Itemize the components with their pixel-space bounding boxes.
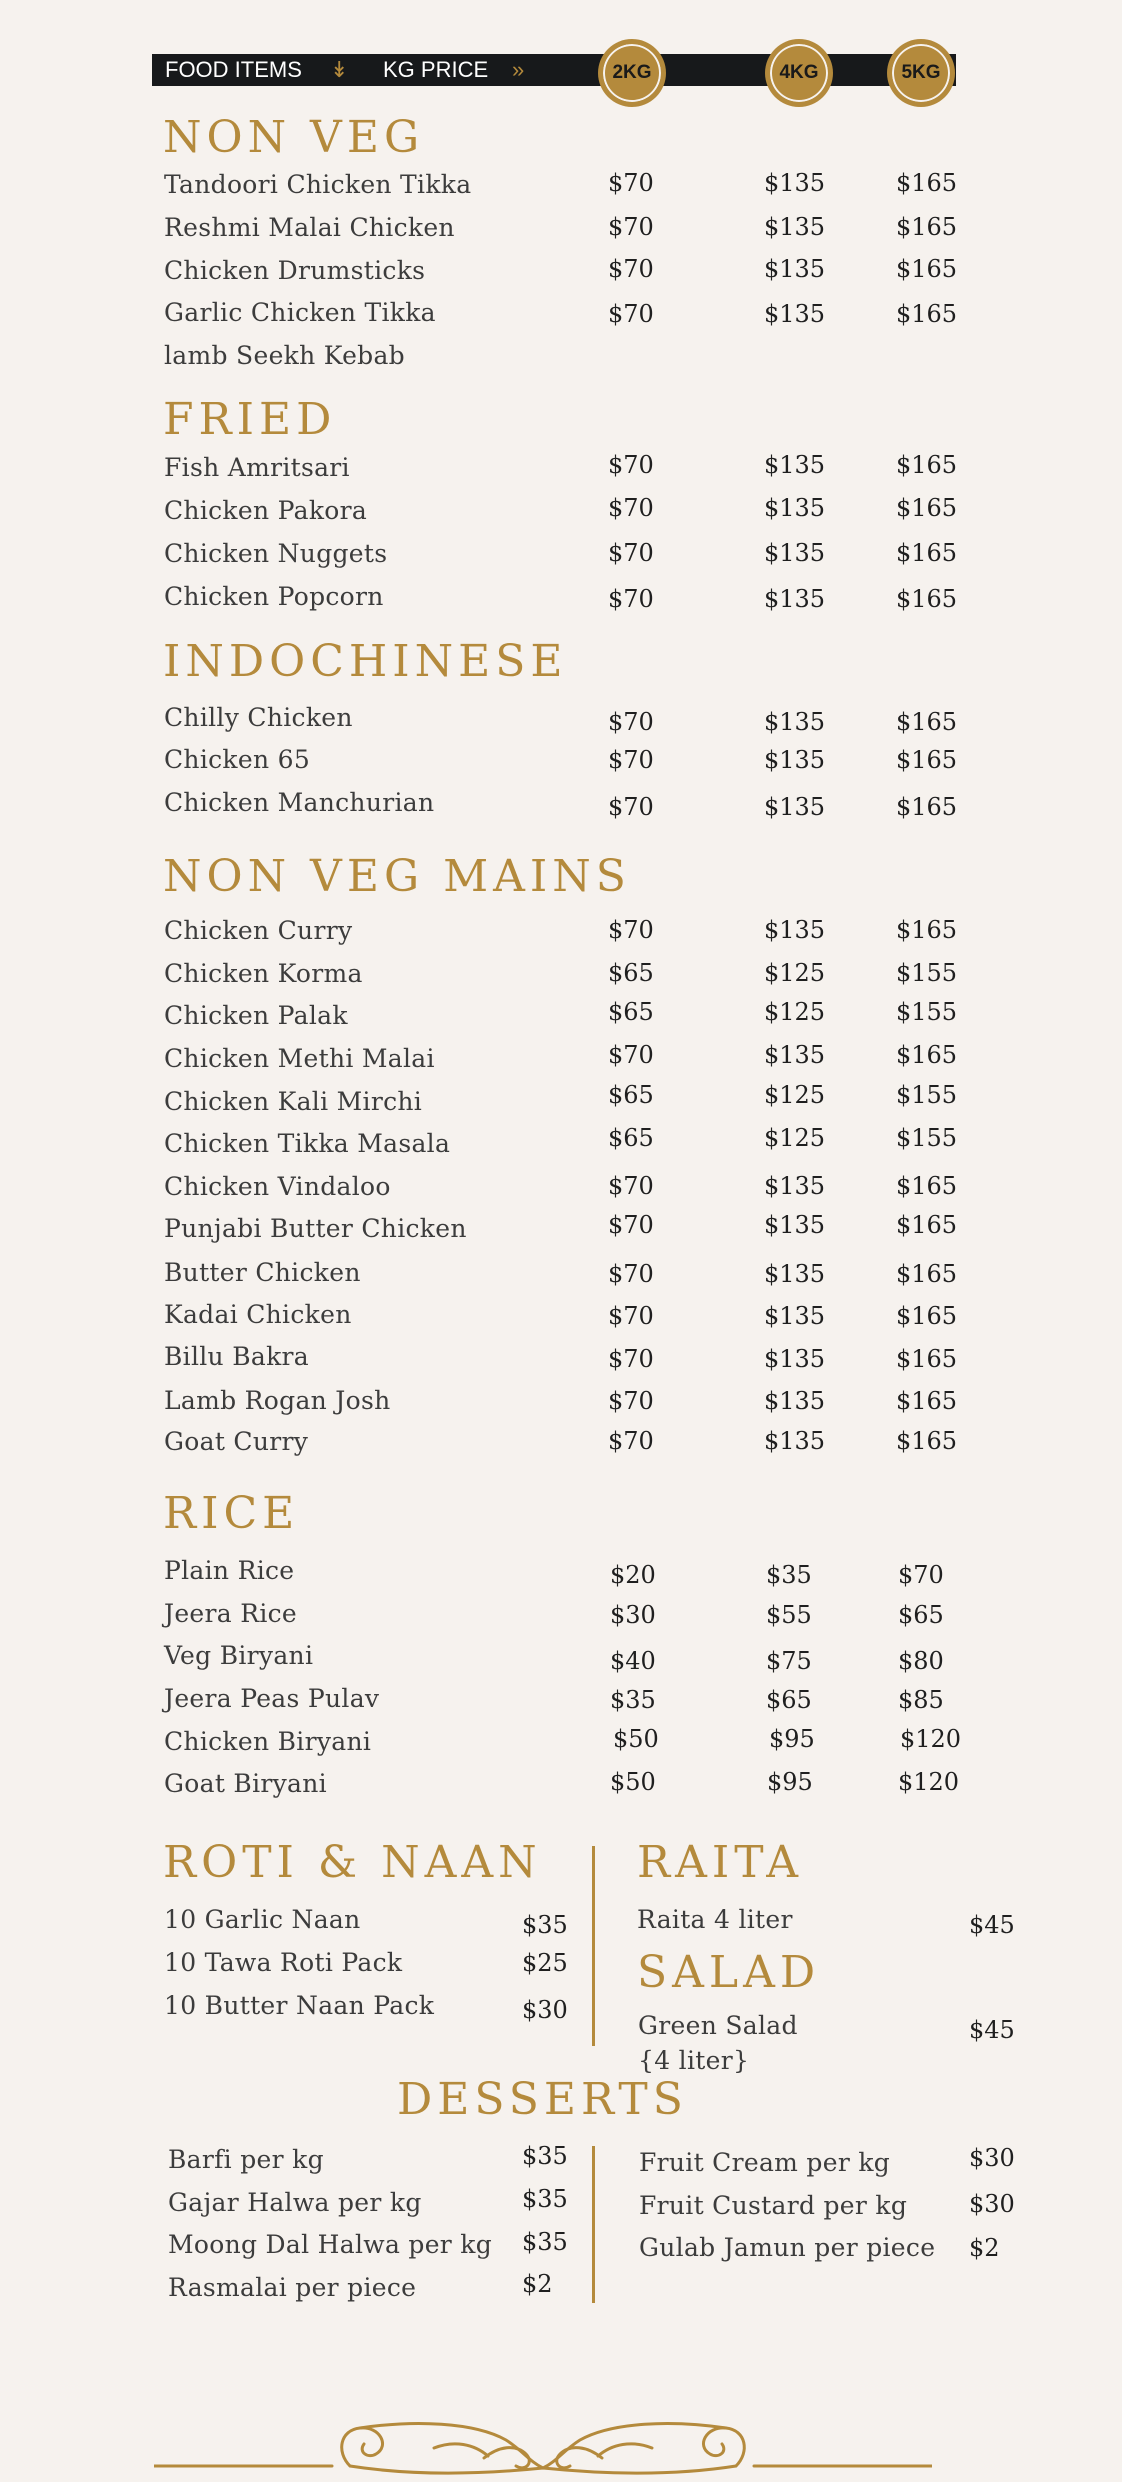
- menu-item-name: Moong Dal Halwa per kg: [168, 2230, 493, 2259]
- item-price: $35: [522, 2142, 568, 2170]
- price-4kg: $35: [766, 1561, 812, 1589]
- menu-item-name: Chicken Drumsticks: [164, 256, 426, 285]
- menu-item-name: Veg Biryani: [164, 1641, 314, 1670]
- price-5kg: $165: [896, 300, 958, 328]
- price-2kg: $70: [608, 1302, 654, 1330]
- section-title-rice: RICE: [163, 1488, 300, 1539]
- price-2kg: $70: [608, 1172, 654, 1200]
- menu-item-name: Fish Amritsari: [164, 453, 350, 482]
- price-4kg: $135: [764, 1041, 826, 1069]
- section-title-desserts: DESSERTS: [397, 2074, 688, 2125]
- item-price: $35: [522, 1911, 568, 1939]
- kg-price-label: KG PRICE: [383, 57, 489, 82]
- price-5kg: $165: [896, 1172, 958, 1200]
- price-2kg: $70: [608, 708, 654, 736]
- price-5kg: $165: [896, 255, 958, 283]
- menu-item-name: Chicken Biryani: [164, 1727, 372, 1756]
- price-2kg: $50: [610, 1768, 656, 1796]
- menu-item-name: Goat Biryani: [164, 1769, 327, 1798]
- menu-item-subtext: {4 liter}: [638, 2046, 750, 2075]
- menu-item-name: Punjabi Butter Chicken: [164, 1214, 467, 1243]
- menu-item-name: Fruit Custard per kg: [639, 2191, 908, 2220]
- menu-item-name: Jeera Peas Pulav: [164, 1684, 380, 1713]
- price-4kg: $135: [764, 451, 826, 479]
- item-price: $35: [522, 2228, 568, 2256]
- price-2kg: $70: [608, 916, 654, 944]
- menu-item-name: Chicken 65: [164, 745, 311, 774]
- price-4kg: $135: [764, 1211, 826, 1239]
- section-title-raita: RAITA: [637, 1837, 804, 1888]
- price-4kg: $135: [764, 1387, 826, 1415]
- item-price: $30: [969, 2190, 1015, 2218]
- price-2kg: $70: [608, 1260, 654, 1288]
- menu-item-name: Chicken Methi Malai: [164, 1044, 435, 1073]
- food-items-label: FOOD ITEMS: [165, 57, 302, 82]
- size-badge-2kg: 2KG: [601, 42, 663, 104]
- section-title-roti-naan: ROTI & NAAN: [163, 1837, 542, 1888]
- price-4kg: $125: [764, 998, 826, 1026]
- price-4kg: $125: [764, 1124, 826, 1152]
- menu-item-name: Chicken Curry: [164, 916, 353, 945]
- item-price: $30: [522, 1996, 568, 2024]
- menu-item-name: Barfi per kg: [168, 2145, 324, 2174]
- menu-item-name: Chicken Vindaloo: [164, 1172, 391, 1201]
- item-price: $2: [522, 2270, 553, 2298]
- menu-item-name: Kadai Chicken: [164, 1300, 352, 1329]
- price-5kg: $120: [900, 1725, 962, 1753]
- price-5kg: $165: [896, 793, 958, 821]
- item-price: $35: [522, 2185, 568, 2213]
- price-4kg: $125: [764, 1081, 826, 1109]
- price-5kg: $165: [896, 1041, 958, 1069]
- price-5kg: $165: [896, 1260, 958, 1288]
- price-2kg: $70: [608, 1345, 654, 1373]
- section-title-salad: SALAD: [637, 1947, 821, 1998]
- price-2kg: $70: [608, 169, 654, 197]
- menu-item-name: Rasmalai per piece: [168, 2273, 417, 2302]
- price-4kg: $125: [764, 959, 826, 987]
- price-5kg: $165: [896, 1387, 958, 1415]
- column-divider: [592, 1846, 595, 2046]
- price-4kg: $135: [764, 169, 826, 197]
- scroll-ornament-icon: [154, 2418, 932, 2482]
- menu-item-name: Green Salad: [638, 2011, 798, 2040]
- menu-item-name: Reshmi Malai Chicken: [164, 213, 455, 242]
- item-price: $30: [969, 2144, 1015, 2172]
- price-4kg: $135: [764, 213, 826, 241]
- price-5kg: $80: [898, 1647, 944, 1675]
- price-4kg: $135: [764, 255, 826, 283]
- menu-item-name: Chicken Popcorn: [164, 582, 384, 611]
- menu-item-name: Raita 4 liter: [637, 1905, 793, 1934]
- price-5kg: $120: [898, 1768, 960, 1796]
- menu-item-name: 10 Tawa Roti Pack: [164, 1948, 403, 1977]
- price-2kg: $65: [608, 998, 654, 1026]
- price-2kg: $35: [610, 1686, 656, 1714]
- price-5kg: $155: [896, 1124, 958, 1152]
- price-4kg: $65: [766, 1686, 812, 1714]
- price-5kg: $165: [896, 213, 958, 241]
- price-5kg: $165: [896, 1302, 958, 1330]
- section-title-fried: FRIED: [163, 394, 337, 445]
- price-4kg: $135: [764, 1172, 826, 1200]
- price-2kg: $65: [608, 959, 654, 987]
- price-4kg: $135: [764, 494, 826, 522]
- menu-item-name: Gajar Halwa per kg: [168, 2188, 422, 2217]
- price-2kg: $65: [608, 1124, 654, 1152]
- menu-item-name: Chicken Manchurian: [164, 788, 435, 817]
- price-5kg: $85: [898, 1686, 944, 1714]
- section-title-indochinese: INDOCHINESE: [163, 636, 568, 687]
- price-4kg: $95: [769, 1725, 815, 1753]
- price-5kg: $165: [896, 451, 958, 479]
- price-5kg: $165: [896, 169, 958, 197]
- price-5kg: $165: [896, 494, 958, 522]
- price-5kg: $165: [896, 1345, 958, 1373]
- price-4kg: $135: [764, 746, 826, 774]
- price-2kg: $70: [608, 494, 654, 522]
- price-4kg: $135: [764, 1260, 826, 1288]
- section-title-non-veg: NON VEG: [163, 112, 425, 163]
- price-4kg: $135: [764, 1345, 826, 1373]
- price-2kg: $70: [608, 1041, 654, 1069]
- menu-item-name: Fruit Cream per kg: [639, 2148, 891, 2177]
- price-4kg: $135: [764, 1427, 826, 1455]
- price-2kg: $70: [608, 746, 654, 774]
- menu-item-name: Jeera Rice: [164, 1599, 298, 1628]
- item-price: $25: [522, 1949, 568, 1977]
- price-5kg: $165: [896, 1427, 958, 1455]
- price-2kg: $30: [610, 1601, 656, 1629]
- price-2kg: $70: [608, 539, 654, 567]
- price-4kg: $135: [764, 1302, 826, 1330]
- price-2kg: $70: [608, 1211, 654, 1239]
- price-2kg: $70: [608, 300, 654, 328]
- price-5kg: $65: [898, 1601, 944, 1629]
- price-4kg: $135: [764, 916, 826, 944]
- menu-item-name: Garlic Chicken Tikka: [164, 298, 436, 327]
- price-5kg: $165: [896, 1211, 958, 1239]
- price-5kg: $155: [896, 959, 958, 987]
- column-divider: [592, 2146, 595, 2303]
- menu-item-name: Gulab Jamun per piece: [639, 2233, 936, 2262]
- menu-item-name: Billu Bakra: [164, 1342, 309, 1371]
- price-2kg: $70: [608, 1427, 654, 1455]
- price-5kg: $165: [896, 585, 958, 613]
- menu-item-name: Chicken Korma: [164, 959, 363, 988]
- price-4kg: $135: [764, 708, 826, 736]
- price-2kg: $70: [608, 255, 654, 283]
- price-2kg: $50: [613, 1725, 659, 1753]
- item-price: $45: [969, 1911, 1015, 1939]
- menu-item-name: Chilly Chicken: [164, 703, 353, 732]
- price-4kg: $135: [764, 585, 826, 613]
- price-5kg: $155: [896, 1081, 958, 1109]
- price-2kg: $70: [608, 793, 654, 821]
- price-4kg: $135: [764, 300, 826, 328]
- menu-item-name: 10 Butter Naan Pack: [164, 1991, 435, 2020]
- section-title-non-veg-mains: NON VEG MAINS: [163, 851, 631, 902]
- price-5kg: $165: [896, 708, 958, 736]
- price-2kg: $70: [608, 1387, 654, 1415]
- menu-item-name: Chicken Kali Mirchi: [164, 1087, 423, 1116]
- double-chevron-right-icon: »: [512, 57, 525, 82]
- menu-item-name: Chicken Palak: [164, 1001, 348, 1030]
- price-5kg: $165: [896, 539, 958, 567]
- menu-item-name: lamb Seekh Kebab: [164, 341, 405, 370]
- price-2kg: $40: [610, 1647, 656, 1675]
- menu-item-name: Tandoori Chicken Tikka: [164, 170, 472, 199]
- menu-item-name: Chicken Nuggets: [164, 539, 388, 568]
- price-2kg: $65: [608, 1081, 654, 1109]
- price-4kg: $135: [764, 539, 826, 567]
- menu-item-name: Chicken Tikka Masala: [164, 1129, 451, 1158]
- price-5kg: $70: [898, 1561, 944, 1589]
- price-4kg: $95: [767, 1768, 813, 1796]
- price-4kg: $75: [766, 1647, 812, 1675]
- price-2kg: $70: [608, 213, 654, 241]
- price-4kg: $135: [764, 793, 826, 821]
- menu-item-name: Plain Rice: [164, 1556, 295, 1585]
- menu-item-name: Butter Chicken: [164, 1258, 361, 1287]
- price-2kg: $70: [608, 451, 654, 479]
- price-4kg: $55: [766, 1601, 812, 1629]
- price-2kg: $70: [608, 585, 654, 613]
- price-2kg: $20: [610, 1561, 656, 1589]
- size-badge-4kg: 4KG: [768, 42, 830, 104]
- item-price: $2: [969, 2234, 1000, 2262]
- price-5kg: $165: [896, 916, 958, 944]
- menu-item-name: 10 Garlic Naan: [164, 1905, 361, 1934]
- menu-item-name: Lamb Rogan Josh: [164, 1386, 391, 1415]
- menu-item-name: Goat Curry: [164, 1427, 309, 1456]
- size-badge-5kg: 5KG: [890, 42, 952, 104]
- menu-item-name: Chicken Pakora: [164, 496, 368, 525]
- double-chevron-down-icon: ↡: [330, 57, 349, 82]
- price-5kg: $155: [896, 998, 958, 1026]
- price-5kg: $165: [896, 746, 958, 774]
- item-price: $45: [969, 2016, 1015, 2044]
